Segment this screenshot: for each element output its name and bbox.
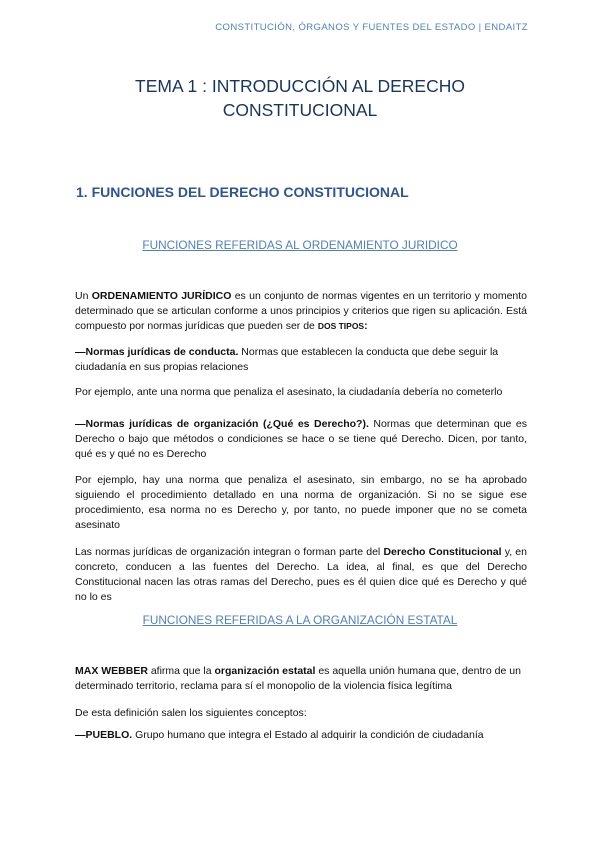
text-span: es un conjunto de normas vigentes en un territorio y momento determinado que se articulan conforme a unos principios y criterios que rigen su aplicación. Está compuesto por normas jurídicas que pueden ser de — [75, 290, 528, 332]
text-span: es aquella unión humana que, dentro de un determinado territorio, reclama para sí el monopolio de la violencia física legítima — [75, 665, 521, 692]
title-line-2: CONSTITUCIONAL — [222, 100, 378, 120]
paragraph-max-webber — [75, 664, 527, 694]
paragraph-ordenamiento — [75, 289, 527, 334]
document-title — [60, 74, 540, 122]
bold-term: —Normas jurídicas de conducta. — [75, 346, 239, 358]
paragraph-normas-conducta — [75, 345, 527, 375]
text-span: afirma que la — [147, 665, 215, 677]
text-span: Normas que establecen la conducta que debe seguir la ciudadanía en sus propias relaciones — [75, 346, 499, 373]
bold-term: —Normas jurídicas de organización (¿Qué es Derecho?). — [75, 418, 369, 430]
bold-term: Derecho Constitucional — [383, 546, 502, 558]
text-span: Grupo humano que integra el Estado al adquirir la condición de ciudadanía — [132, 729, 484, 741]
subheading-ordenamiento: FUNCIONES REFERIDAS AL ORDENAMIENTO JURIDICO — [142, 238, 458, 252]
text-span: Las normas jurídicas de organización integran o forman parte del — [75, 546, 384, 558]
section-heading: 1. FUNCIONES DEL DERECHO CONSTITUCIONAL — [76, 184, 409, 200]
bold-term: ORDENAMIENTO JURÍDICO — [91, 290, 232, 302]
paragraph-conceptos: De esta definición salen los siguientes conceptos: — [75, 707, 307, 719]
text-span: y, en concreto, conducen a las fuentes del Derecho. La idea, al final, es que del Derecho Constitucional nacen las otras ramas del Derecho, pues es él quien dice qué es Derecho y qué no lo es — [75, 546, 527, 603]
paragraph-normas-organizacion — [75, 417, 527, 462]
paragraph-derecho-constitucional — [75, 545, 527, 605]
title-line-1: TEMA 1 : INTRODUCCIÓN AL DERECHO — [135, 76, 465, 96]
smallcaps-term: DOS TIPOS — [317, 321, 365, 331]
page-header: CONSTITUCIÓN, ÓRGANOS Y FUENTES DEL ESTADO | ENDAITZ — [215, 22, 528, 33]
subheading-organizacion-estatal: FUNCIONES REFERIDAS A LA ORGANIZACIÓN ESTATAL — [142, 613, 458, 627]
bold-term: MAX WEBBER — [75, 665, 148, 677]
paragraph-pueblo — [75, 728, 527, 743]
paragraph-ejemplo-1: Por ejemplo, ante una norma que penaliza el asesinato, la ciudadanía debería no cometerlo — [75, 386, 503, 398]
bold-term: —PUEBLO. — [75, 729, 133, 741]
text-span: Normas que determinan que es Derecho o bajo que métodos o condiciones se hace o se tiene qué Derecho. Dicen, por tanto, qué es y qué no es Derecho — [75, 418, 528, 460]
text-span: Un — [75, 290, 92, 302]
bold-term: organización estatal — [214, 665, 316, 677]
text-span: : — [364, 320, 368, 332]
paragraph-ejemplo-2: Por ejemplo, hay una norma que penaliza el asesinato, sin embargo, no se ha aprobado siguiendo el procedimiento detallado en una norma de organización. Si no se sigue ese procedimiento, esa norma no es Derecho y, por tanto, no puede imponer que no se cometa asesinato — [75, 474, 527, 531]
